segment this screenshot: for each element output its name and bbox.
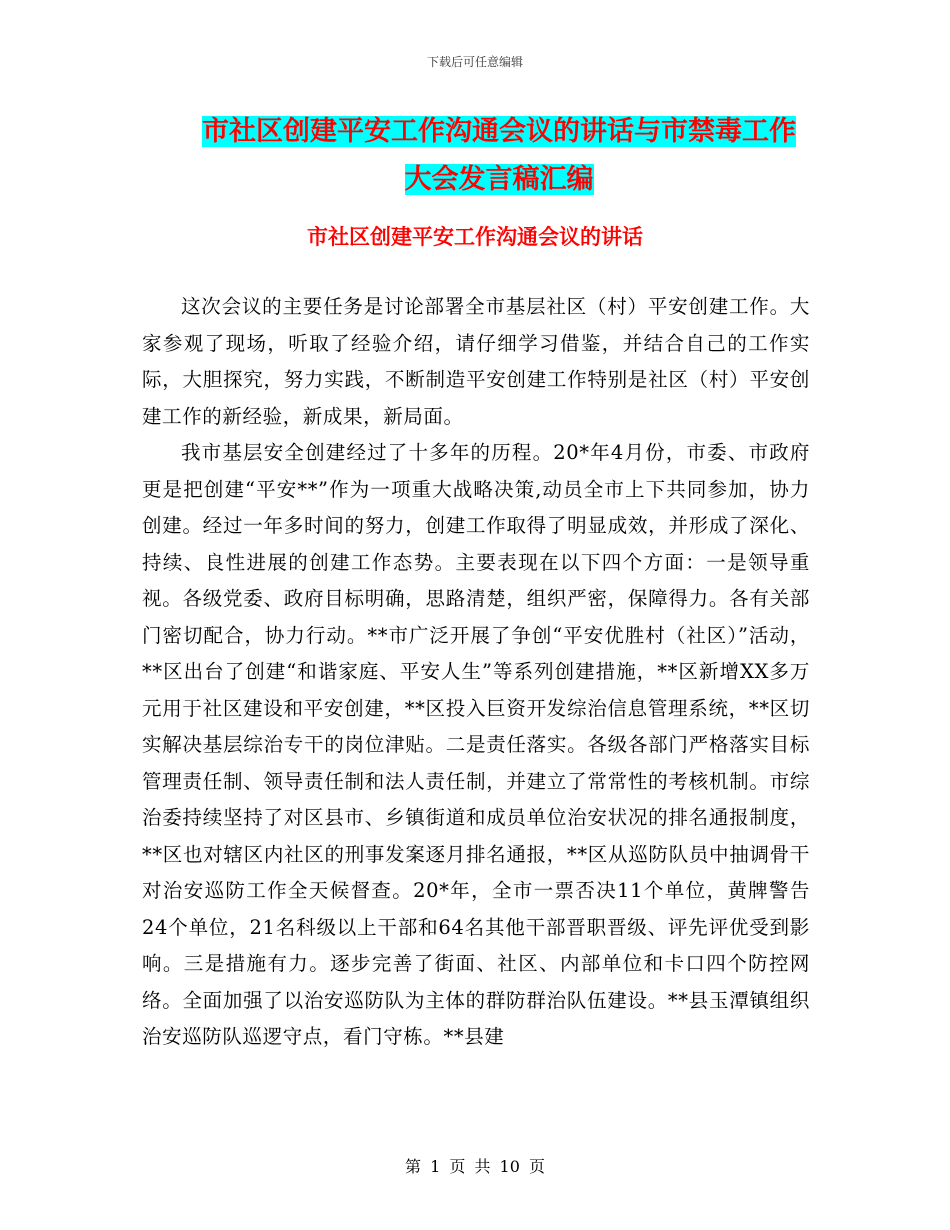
page-number-footer: 第 1 页 共 10 页 (405, 1157, 545, 1176)
header-note: 下载后可任意编辑 (426, 55, 523, 69)
body-paragraph: 这次会议的主要任务是讨论部署全市基层社区（村）平安创建工作。大家参观了现场，听取了经验介绍，请仔细学习借鉴，并结合自己的工作实际，大胆探究，努力实践，不断制造平安创建工作特别是社区（村）平安创建工作的新经验，新成果，新局面。 (142, 295, 810, 428)
body-paragraph: 我市基层安全创建经过了十多年的历程。20*年4月份，市委、市政府更是把创建“平安**”作为一项重大战略决策,动员全市上下共同参加，协力创建。经过一年多时间的努力，创建工作取得了明显成效，并形成了深化、持续、良性进展的创建工作态势。主要表现在以下四个方面：一是领导重视。各级党委、政府目标明确，思路清楚，组织严密，保障得力。各有关部门密切配合，协力行动。**市广泛开展了争创“平安优胜村（社区）”活动，**区出台了创建“和谐家庭、平安人生”等系列创建措施，**区新增XX多万元用于社区建设和平安创建，**区投入巨资开发综治信息管理系统，**区切实解决基层综治专干的岗位津贴。二是责任落实。各级各部门严格落实目标管理责任制、领导责任制和法人责任制，并建立了常常性的考核机制。市综治委持续坚持了对区县市、乡镇街道和成员单位治安状况的排名通报制度，**区也对辖区内社区的刑事发案逐月排名通报，**区从巡防队员中抽调骨干对治安巡防工作全天候督查。20*年，全市一票否决11个单位，黄牌警告24个单位，21名科级以上干部和64名其他干部晋职晋级、评先评优受到影响。三是措施有力。逐步完善了街面、社区、内部单位和卡口四个防控网络。全面加强了以治安巡防队为主体的群防群治队伍建设。**县玉潭镇组织治安巡防队巡逻守点，看门守栋。**县建 (142, 441, 810, 1048)
section-title: 市社区创建平安工作沟通会议的讲话 (307, 224, 643, 249)
main-title-highlight: 市社区创建平安工作沟通会议的讲话与市禁毒工作大会发言稿汇编 (202, 116, 796, 195)
document-main-title (193, 108, 805, 204)
document-body (142, 289, 810, 1056)
